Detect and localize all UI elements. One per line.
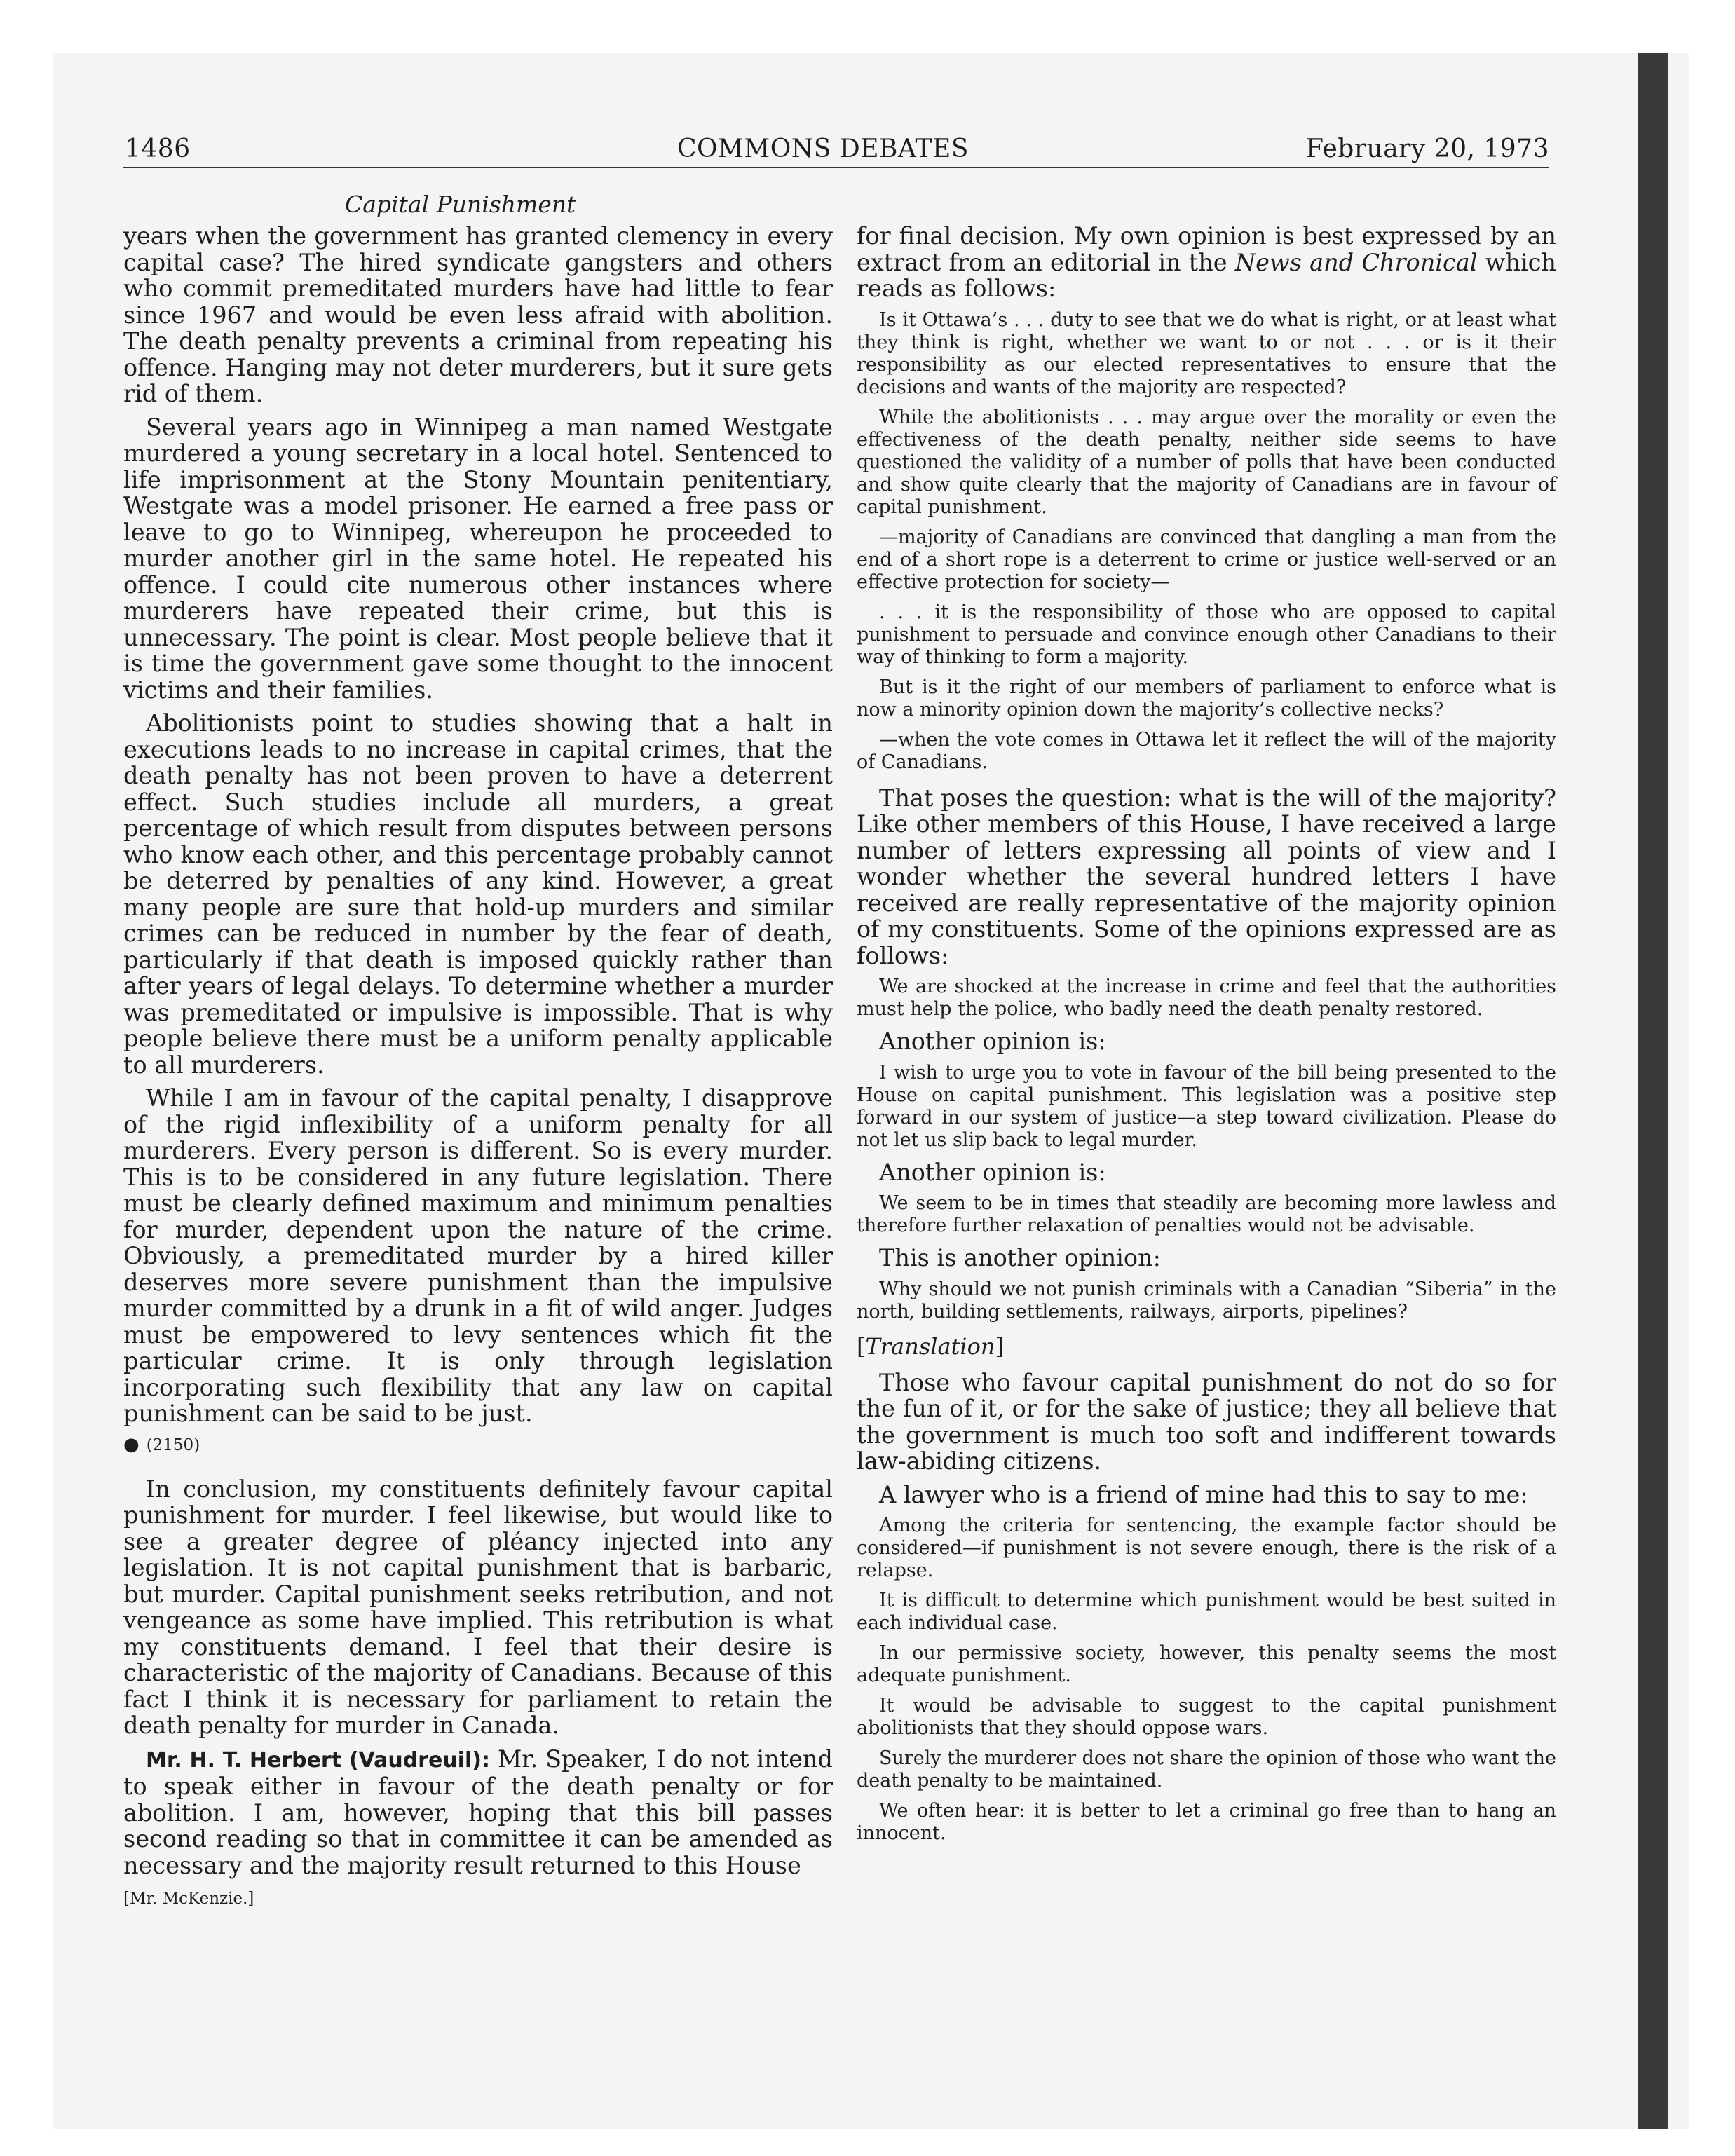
paragraph: Abolitionists point to studies showing that a halt in executions leads to no increase in capital crimes, that the death penalty has not been proven to have a deterrent effect. Such studies include all murders, a great percentage of which result from disputes between persons who know each other, and this percentage probably cannot be deterred by penalties of any kind. However, a great many people are sure that hold-up murders and similar crimes can be reduced in number by the fear of death, particularly if that death is imposed quickly rather than after years of legal delays. To determine whether a murder was premeditated or impulsive is impossible. That is why people believe there must be a uniform penalty applicable to all murderers. (123, 709, 833, 1079)
quote-paragraph: But is it the right of our members of parliament to enforce what is now a minority opinion down the majority’s collective necks? (857, 676, 1556, 721)
right-column (857, 223, 1556, 1853)
translation-label: Translation (865, 1332, 995, 1360)
quote-paragraph: Is it Ottawa’s . . . duty to see that we do what is right, or at least what they think is right, whether we want to or not . . . or is it their responsibility as our elected representatives to ensure that the decisions and wants of the majority are respected? (857, 308, 1556, 398)
speaker-name: Mr. H. T. Herbert (Vaudreuil): (146, 1747, 490, 1773)
quote-paragraph: It is difficult to determine which punishment would be best suited in each individual case. (857, 1590, 1556, 1634)
paragraph (857, 223, 1556, 302)
time-marker (123, 1434, 833, 1455)
paragraph: Those who favour capital punishment do not do so for the fun of it, or for the sake of justice; they all believe that the government is much too soft and indifferent towards law-abiding citizens. (857, 1368, 1556, 1475)
header-rule (123, 167, 1549, 168)
publication-title: COMMONS DEBATES (677, 135, 969, 163)
paragraph: This is another opinion: (879, 1244, 1161, 1271)
paragraph: years when the government has granted clemency in every capital case? The hired syndicate gangsters and others who commit premeditated murders have had little to fear since 1967 and would be even less afraid with abolition. The death penalty prevents a criminal from repeating his offence. Hanging may not deter murderers, but it sure gets rid of them. (123, 222, 833, 407)
paragraph: A lawyer who is a friend of mine had this to say to me: (879, 1480, 1528, 1508)
quote-paragraph: . . . it is the responsibility of those who are opposed to capital punishment to persuade and convince enough other Canadians to their way of thinking to form a majority. (857, 601, 1556, 668)
paragraph: Several years ago in Winnipeg a man named Westgate murdered a young secretary in a local hotel. Sentenced to life imprisonment at the Stony Mountain penitentiary, Westgate was a model prisoner. He earned a free pass or leave to go to Winnipeg, whereupon he proceeded to murder another girl in the same hotel. He repeated his offence. I could cite numerous other instances where murderers have repeated their crime, but this is unnecessary. The point is clear. Most people believe that it is time the government gave some thought to the innocent victims and their families. (123, 413, 833, 704)
publication-date: February 20, 1973 (1305, 135, 1549, 163)
quote-paragraph: It would be advisable to suggest to the capital punishment abolitionists that they should oppose wars. (857, 1695, 1556, 1739)
page-header (119, 135, 1549, 168)
paragraph: While I am in favour of the capital penalty, I disapprove of the rigid inflexibility of a uniform penalty for all murderers. Every person is different. So is every murder. This is to be considered in any future legislation. There must be clearly defined maximum and minimum penalties for murder, dependent upon the nature of the crime. Obviously, a premeditated murder by a hired killer deserves more severe punishment than the impulsive murder committed by a drunk in a fit of wild anger. Judges must be empowered to levy sentences which fit the particular crime. It is only through legislation incorporating such flexibility that any law on capital punishment can be said to be just. (123, 1084, 833, 1427)
scan-edge-shadow (1638, 53, 1668, 2129)
time-marker-text: (2150) (146, 1435, 200, 1454)
speaker-footnote: [Mr. McKenzie.] (123, 1890, 254, 1908)
editorial-quote (857, 309, 1556, 774)
paragraph: Another opinion is: (879, 1028, 1106, 1055)
quote-paragraph: We often hear: it is better to let a criminal go free than to hang an innocent. (857, 1800, 1556, 1844)
quote-paragraph: I wish to urge you to vote in favour of the bill being presented to the House on capital punishment. This legislation was a positive step forward in our system of justice—a step toward civilization. Please do not let us slip back to legal murder. (857, 1061, 1556, 1151)
translation-tag: [Translation] (857, 1332, 1004, 1360)
bullet-icon: ● (123, 1433, 140, 1455)
quote-paragraph: —majority of Canadians are convinced that dangling a man from the end of a short rope is a deterrent to crime or justice well-served or an effective protection for society— (857, 526, 1556, 593)
quote-paragraph: We are shocked at the increase in crime and feel that the authorities must help the police, who badly need the death penalty restored. (857, 976, 1556, 1020)
speech-text: Mr. Speaker, I do not intend to speak either in favour of the death penalty or for abolition. I am, however, hoping that this bill passes second reading so that in committee it can be amended as necessary and the majority result returned to this House (123, 1745, 833, 1879)
quote-paragraph: We seem to be in times that steadily are becoming more lawless and therefore further relaxation of penalties would not be advisable. (857, 1192, 1556, 1236)
paragraph: In conclusion, my constituents definitely favour capital punishment for murder. I feel likewise, but would like to see a greater degree of pléancy injected into any legislation. It is not capital punishment that is barbaric, but murder. Capital punishment seeks retribution, and not vengeance as some have implied. This retribution is what my constituents demand. I feel that their desire is characteristic of the majority of Canadians. Because of this fact I think it is necessary for parliament to retain the death penalty for murder in Canada. (123, 1475, 833, 1739)
speech-paragraph (123, 1746, 833, 1879)
page-number: 1486 (125, 135, 191, 163)
newspaper-name: News and Chronical (1234, 248, 1478, 276)
text: which reads as follows: (857, 248, 1556, 302)
quote-paragraph: Why should we not punish criminals with a Canadian “Siberia” in the north, building settlements, railways, airports, pipelines? (857, 1278, 1556, 1323)
quote-paragraph: —when the vote comes in Ottawa let it reflect the will of the majority of Canadians. (857, 728, 1556, 773)
quote-paragraph: Among the criteria for sentencing, the example factor should be considered—if punishment is not severe enough, there is the risk of a relapse. (857, 1515, 1556, 1581)
quote-paragraph: Surely the murderer does not share the opinion of those who want the death penalty to be maintained. (857, 1747, 1556, 1792)
left-column (123, 223, 833, 1908)
quote-paragraph: In our permissive society, however, this penalty seems the most adequate punishment. (857, 1642, 1556, 1686)
quote-paragraph: While the abolitionists . . . may argue over the morality or even the effectiveness of the death penalty, neither side seems to have questioned the validity of a number of polls that have been conducted and show quite clearly that the majority of Canadians are in favour of capital punishment. (857, 406, 1556, 518)
paragraph: Another opinion is: (879, 1158, 1106, 1186)
paragraph: That poses the question: what is the will of the majority? Like other members of this House, I have received a large number of letters expressing all points of view and I wonder whether the several hundred letters I have received are really representative of the majority opinion of my constituents. Some of the opinions expressed are as follows: (857, 784, 1556, 969)
text: for final decision. My own opinion is best expressed by an extract from an editorial in the (857, 222, 1556, 276)
running-title: Capital Punishment (345, 191, 576, 218)
lawyer-quote (857, 1515, 1556, 1845)
